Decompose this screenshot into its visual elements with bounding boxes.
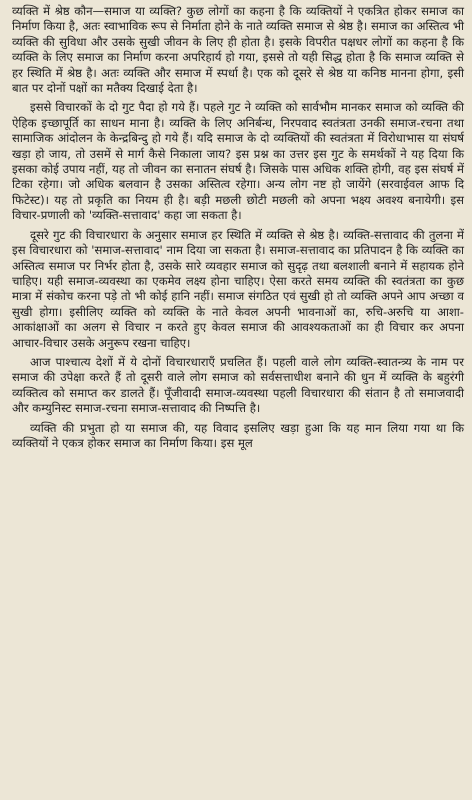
- paragraph-3: दूसरे गुट की विचारधारा के अनुसार समाज हर स्थिति में व्यक्ति से श्रेष्ठ है। व्यक्ति-सत्तावाद की तुलना में इस विचारधारा को 'समाज-सत्तावाद' नाम दिया जा सकता है। समाज-सत्तावाद का प्रतिपादन है कि व्यक्ति का अस्तित्व समाज पर निर्भर होता है, उसके सारे व्यवहार समाज को सुदृढ़ तथा बलशाली बनाने में सहायक होने चाहिए। यही समाज-व्यवस्था का एकमेव लक्ष्य होना चाहिए। ऐसा करते समय व्यक्ति की स्वतंत्रता का कुछ मात्रा में संकोच करना पड़े तो भी कोई हानि नहीं। समाज संगठित एवं सुखी हो तो व्यक्ति अपने आप अच्छा व सुखी होगा। इसीलिए व्यक्ति को व्यक्ति के नाते केवल अपनी भावनाओं का, रुचि-अरुचि या आशा-आकांक्षाओं का अलग से विचार न करते हुए केवल समाज की आवश्यकताओं का ही विचार कर अपना आचार-विचार उसके अनुरूप रखना चाहिए।: [12, 227, 464, 350]
- paragraph-2: इससे विचारकों के दो गुट पैदा हो गये हैं। पहले गुट ने व्यक्ति को सार्वभौम मानकर समाज को व्यक्ति की ऐहिक इच्छापूर्ति का साधन माना है। व्यक्ति के लिए अनिर्बन्ध, निरपवाद स्वतंत्रता उनकी समाज-रचना तथा सामाजिक आंदोलन के केन्द्रबिन्दु हो गये हैं। यदि समाज के दो व्यक्तियों की स्वतंत्रता में विरोधाभास या संघर्ष खड़ा हो जाय, तो उसमें से मार्ग कैसे निकाला जाय? इस प्रश्न का उत्तर इस गुट के समर्थकों ने यह दिया कि इसका कोई उपाय नहीं, यह तो जीवन का सनातन संघर्ष है। जिसके पास अधिक शक्ति होगी, वह इस संघर्ष में टिका रहेगा। जो अधिक बलवान है उसका अस्तित्व रहेगा। अन्य लोग नष्ट हो जायेंगे (सरवाईवल आफ दि फिटेस्ट)। यह तो प्रकृति का नियम ही है। बड़ी मछली छोटी मछली को अपना भक्ष्य अवश्य बनायेगी। इस विचार-प्रणाली को 'व्यक्ति-सत्तावाद' कहा जा सकता है।: [12, 100, 464, 223]
- paragraph-5: व्यक्ति की प्रभुता हो या समाज की, यह विवाद इसलिए खड़ा हुआ कि यह मान लिया गया था कि व्यक्तियों ने एकत्र होकर समाज का निर्माण किया। इस मूल: [12, 420, 464, 450]
- paragraph-1: व्यक्ति में श्रेष्ठ कौन—समाज या व्यक्ति? कुछ लोगों का कहना है कि व्यक्तियों ने एकत्रित होकर समाज का निर्माण किया है, अतः स्वाभाविक रूप से निर्माता होने के नाते व्यक्ति समाज से श्रेष्ठ है। समाज का अस्तित्व भी व्यक्ति की सुविधा और उसके सुखी जीवन के लिए ही होता है। इसके विपरीत पक्षधर लोगों का कहना है कि व्यक्ति के लिए समाज का निर्माण करना अपरिहार्य हो गया, इससे तो यही सिद्ध होता है कि समाज व्यक्ति से हर स्थिति में श्रेष्ठ है। अतः व्यक्ति और समाज में स्पर्धा है। एक को दूसरे से श्रेष्ठ या कनिष्ठ मानना होगा, इसी बात पर दोनों पक्षों का मतैक्य दिखाई देता है।: [12, 4, 464, 96]
- paragraph-4: आज पाश्चात्य देशों में ये दोनों विचारधाराएँ प्रचलित हैं। पहली वाले लोग व्यक्ति-स्वातन्त्र्य के नाम पर समाज की उपेक्षा करते हैं तो दूसरी वाले लोग समाज को सर्वसत्ताधीश बनाने की धुन में व्यक्ति के बहुरंगी व्यक्तित्व को समाप्त कर डालते हैं। पूँजीवादी समाज-व्यवस्था पहली विचारधारा की संतान है तो समाजवादी और कम्युनिस्ट समाज-रचना समाज-सत्तावाद की निष्पत्ति है।: [12, 354, 464, 416]
